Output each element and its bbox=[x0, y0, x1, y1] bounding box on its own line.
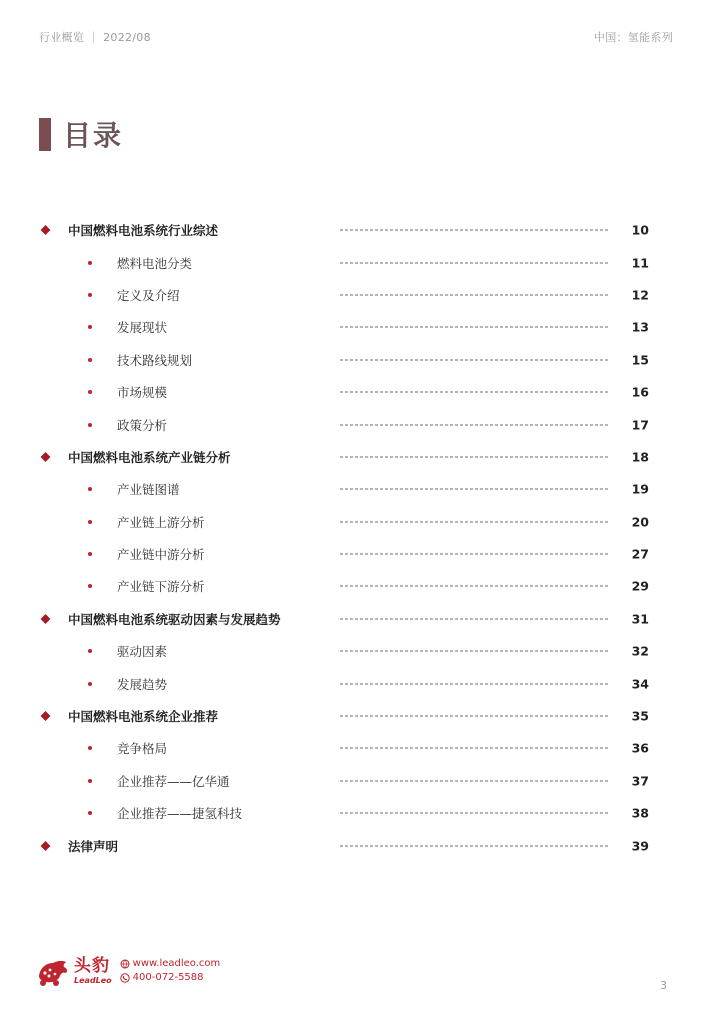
toc-subsection-row[interactable] bbox=[0, 344, 709, 376]
toc-page-number[interactable]: 10 bbox=[631, 222, 649, 238]
dot-bullet-icon bbox=[88, 779, 92, 783]
dot-bullet-icon bbox=[88, 261, 92, 265]
diamond-bullet-icon bbox=[41, 452, 51, 462]
dot-bullet-icon bbox=[88, 325, 92, 329]
leopard-logo-icon bbox=[36, 954, 70, 988]
toc-entry-label[interactable]: 产业链下游分析 bbox=[117, 579, 205, 595]
toc-entry-label[interactable]: 产业链中游分析 bbox=[117, 547, 205, 563]
toc-subsection-row[interactable] bbox=[0, 538, 709, 570]
dotted-leader bbox=[340, 845, 608, 846]
phone-icon bbox=[120, 973, 130, 983]
toc-page-number[interactable]: 11 bbox=[631, 255, 649, 271]
toc-section-row[interactable] bbox=[0, 441, 709, 473]
logo-english-name: LeadLeo bbox=[74, 975, 112, 985]
toc-entry-label[interactable]: 中国燃料电池系统企业推荐 bbox=[68, 709, 219, 725]
toc-entry-label[interactable]: 政策分析 bbox=[117, 417, 168, 433]
toc-subsection-row[interactable] bbox=[0, 635, 709, 667]
page-title-block bbox=[39, 116, 123, 152]
toc-page-number[interactable]: 35 bbox=[631, 708, 649, 724]
toc-page-number[interactable]: 31 bbox=[631, 611, 649, 627]
toc-page-number[interactable]: 12 bbox=[631, 287, 649, 303]
toc-page-number[interactable]: 38 bbox=[631, 805, 649, 821]
toc-subsection-row[interactable] bbox=[0, 408, 709, 440]
toc-page-number[interactable]: 34 bbox=[631, 676, 649, 692]
dot-bullet-icon bbox=[88, 423, 92, 427]
toc-section-row[interactable] bbox=[0, 700, 709, 732]
toc-entry-label[interactable]: 企业推荐——捷氢科技 bbox=[117, 806, 243, 822]
toc-entry-label[interactable]: 产业链图谱 bbox=[117, 482, 180, 498]
dotted-leader bbox=[340, 230, 608, 231]
dotted-leader bbox=[340, 618, 608, 619]
website-link[interactable]: www.leadleo.com bbox=[132, 958, 221, 969]
dotted-leader bbox=[340, 327, 608, 328]
header-left: 行业概览 ｜ 2022/08 bbox=[39, 31, 151, 44]
toc-subsection-row[interactable] bbox=[0, 570, 709, 602]
toc-page-number[interactable]: 32 bbox=[631, 643, 649, 659]
toc-page-number[interactable]: 37 bbox=[631, 773, 649, 789]
toc-page-number[interactable]: 15 bbox=[631, 352, 649, 368]
header-right: 中国：氢能系列 bbox=[593, 31, 673, 44]
dotted-leader bbox=[340, 456, 608, 457]
dot-bullet-icon bbox=[88, 390, 92, 394]
dot-bullet-icon bbox=[88, 811, 92, 815]
dotted-leader bbox=[340, 813, 608, 814]
toc-entry-label[interactable]: 产业链上游分析 bbox=[117, 514, 205, 530]
toc-page-number[interactable]: 13 bbox=[631, 319, 649, 335]
dotted-leader bbox=[340, 392, 608, 393]
dotted-leader bbox=[340, 586, 608, 587]
toc-page-number[interactable]: 20 bbox=[631, 514, 649, 530]
dot-bullet-icon bbox=[88, 584, 92, 588]
dot-bullet-icon bbox=[88, 682, 92, 686]
diamond-bullet-icon bbox=[41, 225, 51, 235]
toc-subsection-row[interactable] bbox=[0, 797, 709, 829]
toc-subsection-row[interactable] bbox=[0, 732, 709, 764]
dot-bullet-icon bbox=[88, 487, 92, 491]
dotted-leader bbox=[340, 521, 608, 522]
toc-entry-label[interactable]: 技术路线规划 bbox=[117, 352, 193, 368]
logo-chinese-name: 头豹 bbox=[74, 955, 110, 976]
toc-subsection-row[interactable] bbox=[0, 279, 709, 311]
footer-logo bbox=[36, 954, 220, 988]
toc-entry-label[interactable]: 企业推荐——亿华通 bbox=[117, 773, 230, 789]
diamond-bullet-icon bbox=[41, 614, 51, 624]
toc-page-number[interactable]: 29 bbox=[631, 578, 649, 594]
toc-entry-label[interactable]: 中国燃料电池系统产业链分析 bbox=[68, 449, 231, 465]
dotted-leader bbox=[340, 748, 608, 749]
dot-bullet-icon bbox=[88, 649, 92, 653]
table-of-contents bbox=[0, 214, 709, 862]
toc-entry-label[interactable]: 竞争格局 bbox=[117, 741, 168, 757]
toc-entry-label[interactable]: 发展现状 bbox=[117, 320, 168, 336]
toc-entry-label[interactable]: 市场规模 bbox=[117, 385, 168, 401]
globe-icon bbox=[120, 959, 130, 969]
toc-entry-label[interactable]: 发展趋势 bbox=[117, 676, 168, 692]
page-title: 目录 bbox=[63, 119, 124, 152]
title-accent-bar bbox=[39, 118, 51, 151]
diamond-bullet-icon bbox=[41, 711, 51, 721]
toc-page-number[interactable]: 18 bbox=[631, 449, 649, 465]
dotted-leader bbox=[340, 683, 608, 684]
dotted-leader bbox=[340, 716, 608, 717]
dotted-leader bbox=[340, 359, 608, 360]
dot-bullet-icon bbox=[88, 746, 92, 750]
page-number: 3 bbox=[660, 979, 667, 992]
toc-page-number[interactable]: 39 bbox=[631, 838, 649, 854]
toc-entry-label[interactable]: 中国燃料电池系统驱动因素与发展趋势 bbox=[68, 611, 281, 627]
dotted-leader bbox=[340, 651, 608, 652]
phone-number: 400-072-5588 bbox=[132, 972, 204, 983]
dot-bullet-icon bbox=[88, 358, 92, 362]
toc-subsection-row[interactable] bbox=[0, 376, 709, 408]
toc-entry-label[interactable]: 燃料电池分类 bbox=[117, 255, 193, 271]
toc-subsection-row[interactable] bbox=[0, 765, 709, 797]
toc-section-row[interactable] bbox=[0, 214, 709, 246]
dotted-leader bbox=[340, 489, 608, 490]
toc-subsection-row[interactable] bbox=[0, 311, 709, 343]
toc-subsection-row[interactable] bbox=[0, 667, 709, 699]
toc-entry-label[interactable]: 法律声明 bbox=[68, 838, 119, 854]
toc-page-number[interactable]: 16 bbox=[631, 384, 649, 400]
toc-subsection-row[interactable] bbox=[0, 506, 709, 538]
toc-page-number[interactable]: 27 bbox=[631, 546, 649, 562]
toc-section-row[interactable] bbox=[0, 829, 709, 861]
dotted-leader bbox=[340, 294, 608, 295]
contact-info bbox=[120, 957, 221, 985]
toc-entry-label[interactable]: 驱动因素 bbox=[117, 644, 168, 660]
toc-entry-label[interactable]: 中国燃料电池系统行业综述 bbox=[68, 223, 219, 239]
toc-page-number[interactable]: 19 bbox=[631, 481, 649, 497]
dotted-leader bbox=[340, 554, 608, 555]
dotted-leader bbox=[340, 424, 608, 425]
toc-subsection-row[interactable] bbox=[0, 473, 709, 505]
toc-entry-label[interactable]: 定义及介绍 bbox=[117, 287, 180, 303]
diamond-bullet-icon bbox=[41, 841, 51, 851]
dot-bullet-icon bbox=[88, 520, 92, 524]
dot-bullet-icon bbox=[88, 293, 92, 297]
toc-subsection-row[interactable] bbox=[0, 246, 709, 278]
toc-page-number[interactable]: 36 bbox=[631, 740, 649, 756]
dot-bullet-icon bbox=[88, 552, 92, 556]
dotted-leader bbox=[340, 262, 608, 263]
toc-section-row[interactable] bbox=[0, 603, 709, 635]
toc-page-number[interactable]: 17 bbox=[631, 417, 649, 433]
dotted-leader bbox=[340, 780, 608, 781]
